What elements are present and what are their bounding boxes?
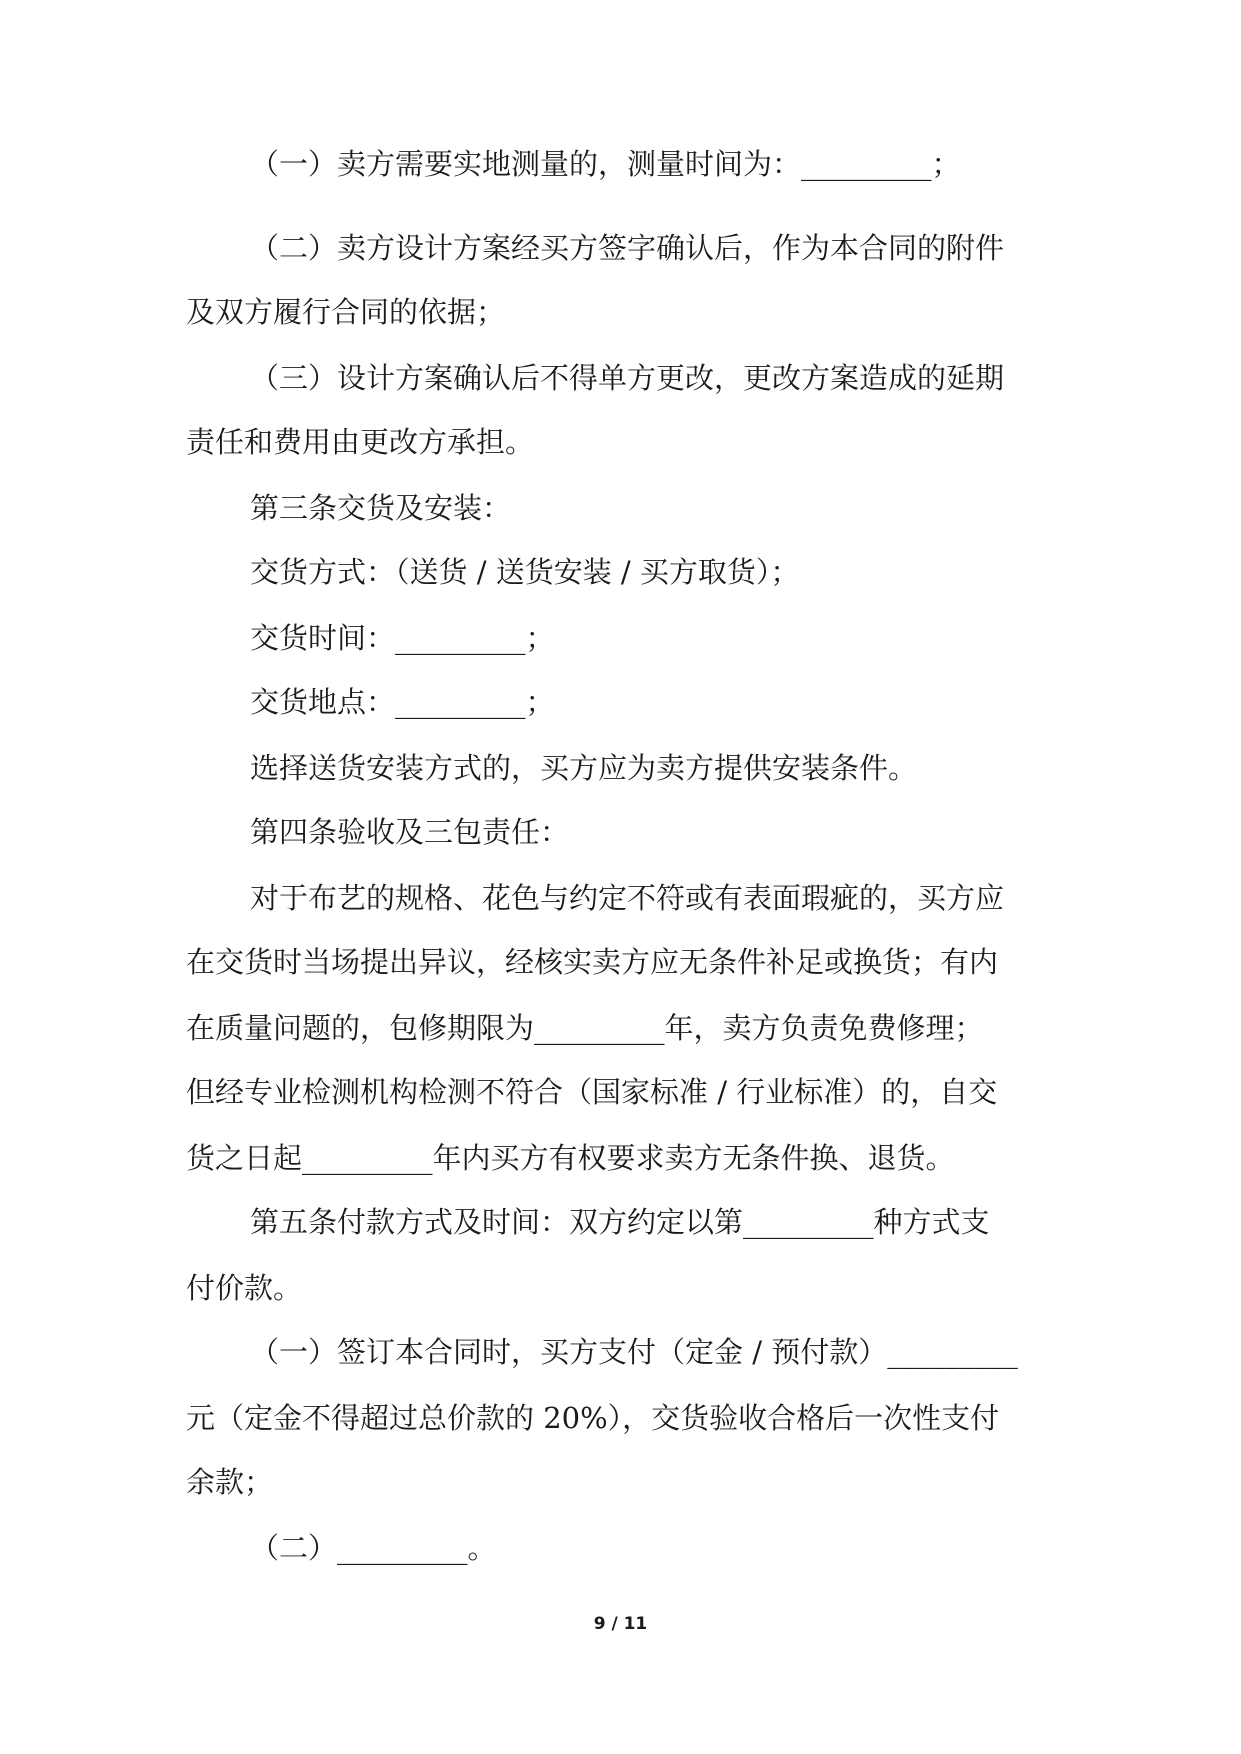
clause-3-heading: 第三条交货及安装： xyxy=(250,491,512,525)
clause-2-item-1-line: （一）卖方需要实地测量的，测量时间为：_________； xyxy=(250,147,961,181)
clause-2-item-3-line-2: 责任和费用由更改方承担。 xyxy=(186,425,535,459)
installation-condition-line: 选择送货安装方式的，买方应为卖方提供安装条件。 xyxy=(250,751,918,785)
delivery-time-line: 交货时间：_________； xyxy=(250,621,555,655)
clause-5-item-2-line: （二）_________。 xyxy=(250,1531,497,1565)
clause-5-item-1-line-1: （一）签订本合同时，买方支付（定金 / 预付款）_________ xyxy=(250,1335,1018,1369)
clause-4-paragraph-line-2: 在交货时当场提出异议，经核实卖方应无条件补足或换货；有内 xyxy=(186,945,999,979)
delivery-place-line: 交货地点：_________； xyxy=(250,685,555,719)
clause-4-paragraph-line-1: 对于布艺的规格、花色与约定不符或有表面瑕疵的，买方应 xyxy=(250,881,1005,915)
clause-5-item-1-line-3: 余款； xyxy=(186,1465,274,1499)
delivery-method-line: 交货方式：（送货 / 送货安装 / 买方取货）； xyxy=(250,555,800,589)
clause-4-paragraph-line-5: 货之日起_________年内买方有权要求卖方无条件换、退货。 xyxy=(186,1141,955,1175)
clause-2-item-2-line-1: （二）卖方设计方案经买方签字确认后，作为本合同的附件 xyxy=(250,231,1005,265)
clause-5-heading-line-1: 第五条付款方式及时间：双方约定以第_________种方式支 xyxy=(250,1205,990,1239)
clause-4-paragraph-line-4: 但经专业检测机构检测不符合（国家标准 / 行业标准）的，自交 xyxy=(186,1075,998,1109)
clause-4-heading: 第四条验收及三包责任： xyxy=(250,815,570,849)
page-number: 9 / 11 xyxy=(593,1614,648,1634)
clause-5-item-1-line-2: 元（定金不得超过总价款的 20%），交货验收合格后一次性支付 xyxy=(186,1401,1000,1435)
clause-5-heading-line-2: 付价款。 xyxy=(186,1271,303,1305)
clause-4-paragraph-line-3: 在质量问题的，包修期限为_________年，卖方负责免费修理； xyxy=(186,1011,984,1045)
clause-2-item-3-line-1: （三）设计方案确认后不得单方更改，更改方案造成的延期 xyxy=(250,361,1005,395)
clause-2-item-2-line-2: 及双方履行合同的依据； xyxy=(186,295,506,329)
